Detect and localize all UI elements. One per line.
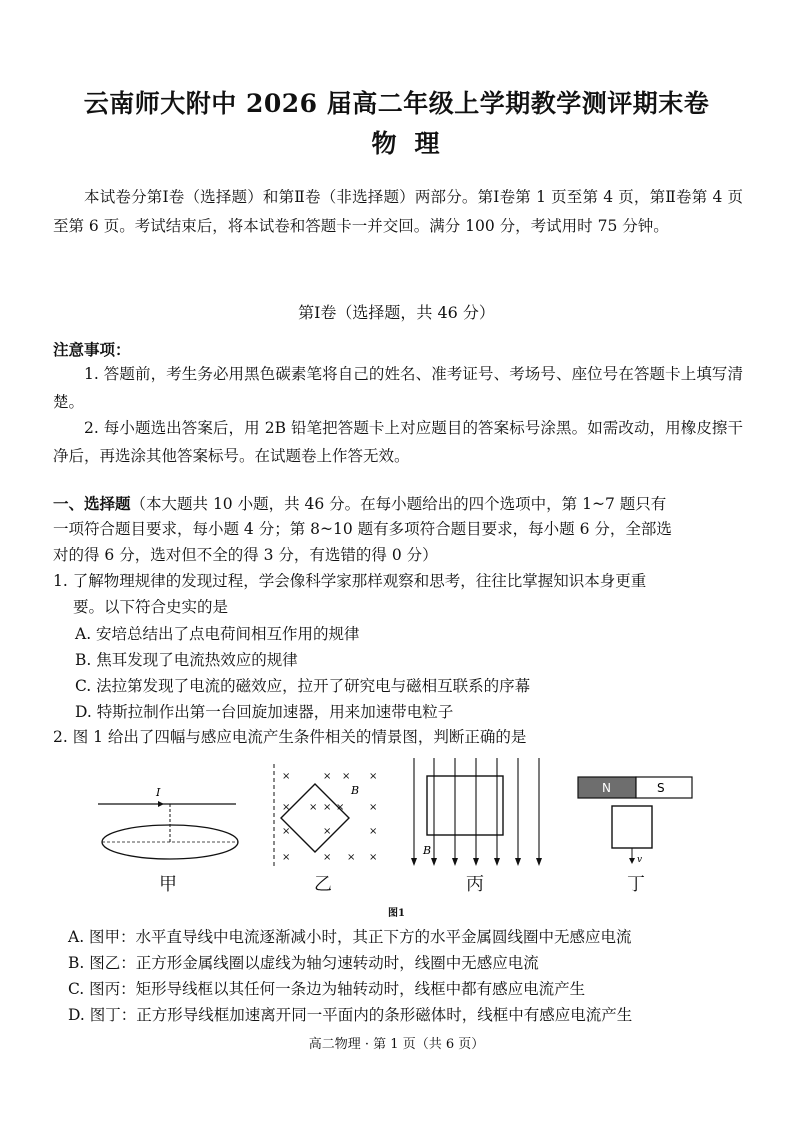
- field-cross: ×: [347, 852, 356, 863]
- field-cross: ×: [369, 852, 378, 863]
- q2-option-b: B. 图乙：正方形金属线圈以虚线为轴匀速转动时，线圈中无感应电流: [68, 954, 539, 972]
- figure-caption: 图1: [388, 908, 405, 919]
- field-cross: ×: [323, 802, 332, 813]
- velocity-arrow-icon: [629, 858, 635, 864]
- part1-desc-2: 一项符合题目要求，每小题 4 分；第 8~10 题有多项符合题目要求，每小题 6 分，全部选: [53, 520, 672, 538]
- part1-line1: [53, 490, 743, 518]
- figure-label-bing: 丙: [466, 874, 484, 895]
- part1-label: 一、选择题: [53, 494, 131, 513]
- square-frame: [612, 806, 652, 848]
- field-cross: ×: [369, 771, 378, 782]
- q2-option-a: A. 图甲：水平直导线中电流逐渐减小时，其正下方的水平金属圆线圈中无感应电流: [68, 928, 632, 946]
- q1-stem-2: 要。以下符合史实的是: [73, 598, 229, 616]
- q1-option-d: D. 特斯拉制作出第一台回旋加速器，用来加速带电粒子: [75, 703, 454, 721]
- q1-stem-1: 1. 了解物理规律的发现过程，学会像科学家那样观察和思考，往往比掌握知识本身更重: [53, 572, 647, 590]
- field-cross: ×: [309, 802, 318, 813]
- figure-ding: [575, 772, 697, 868]
- notes-title: 注意事项：: [53, 340, 131, 359]
- pole-n-label: N: [602, 781, 611, 795]
- field-cross: ×: [282, 852, 291, 863]
- field-label-b: B: [423, 844, 432, 857]
- field-cross: ×: [282, 802, 291, 813]
- q1-option-a: A. 安培总结出了点电荷间相互作用的规律: [75, 625, 360, 643]
- figure-bing: [408, 758, 548, 870]
- figure-label-yi: 乙: [314, 874, 332, 895]
- field-lines: [414, 758, 539, 862]
- q2-option-d: D. 图丁：正方形导线框加速离开同一平面内的条形磁体时，线框中有感应电流产生: [68, 1006, 633, 1024]
- q1-option-b: B. 焦耳发现了电流热效应的规律: [75, 651, 298, 669]
- q2-option-c: C. 图丙：矩形导线框以其任何一条边为轴转动时，线框中都有感应电流产生: [68, 980, 586, 998]
- current-label: I: [156, 786, 161, 799]
- note-2: 2. 每小题选出答案后，用 2B 铅笔把答题卡上对应题目的答案标号涂黑。如需改动，用橡皮擦干净后，再选涂其他答案标号。在试题卷上作答无效。: [53, 419, 743, 465]
- field-arrowheads: [411, 858, 542, 866]
- field-cross: ×: [323, 771, 332, 782]
- field-cross: ×: [336, 802, 345, 813]
- subject-title: 物理: [371, 129, 458, 158]
- field-cross: ×: [282, 826, 291, 837]
- section-heading: 第Ⅰ卷（选择题，共 46 分）: [298, 303, 495, 322]
- intro-paragraph: 本试卷分第Ⅰ卷（选择题）和第Ⅱ卷（非选择题）两部分。第Ⅰ卷第 1 页至第 4 页，第Ⅱ卷第 4 页至第 6 页。考试结束后，将本试卷和答题卡一并交回。满分 100 分，考试用时 75 分钟。: [53, 188, 743, 235]
- note-1: 1. 答题前，考生务必用黑色碳素笔将自己的姓名、准考证号、考场号、座位号在答题卡上填写清楚。: [53, 365, 743, 411]
- field-cross: ×: [323, 826, 332, 837]
- field-cross: ×: [342, 771, 351, 782]
- q2-stem: 2. 图 1 给出了四幅与感应电流产生条件相关的情景图，判断正确的是: [53, 728, 527, 746]
- rectangular-frame: [427, 776, 503, 835]
- exam-title: 云南师大附中 2026 届高二年级上学期教学测评期末卷: [83, 89, 710, 118]
- figure-yi: [266, 762, 386, 872]
- field-cross: ×: [369, 826, 378, 837]
- part1-desc-1: （本大题共 10 小题，共 46 分。在每小题给出的四个选项中，第 1~7 题只有: [130, 495, 667, 513]
- page-footer: 高二物理 · 第 1 页（共 6 页）: [308, 1037, 485, 1052]
- figure-label-ding: 丁: [627, 874, 645, 895]
- field-label-b: B: [351, 784, 360, 797]
- field-cross: ×: [369, 802, 378, 813]
- part1-desc-3: 对的得 6 分，选对但不全的得 3 分，有选错的得 0 分）: [53, 546, 438, 564]
- velocity-label: v: [637, 855, 643, 865]
- q1-option-c: C. 法拉第发现了电流的磁效应，拉开了研究电与磁相互联系的序幕: [75, 677, 531, 695]
- field-cross: ×: [323, 852, 332, 863]
- figure-label-jia: 甲: [159, 874, 177, 895]
- field-cross: ×: [282, 771, 291, 782]
- square-coil: [281, 784, 349, 852]
- pole-s-label: S: [657, 781, 665, 795]
- figure-jia: [98, 780, 240, 862]
- current-arrow-icon: [158, 801, 164, 807]
